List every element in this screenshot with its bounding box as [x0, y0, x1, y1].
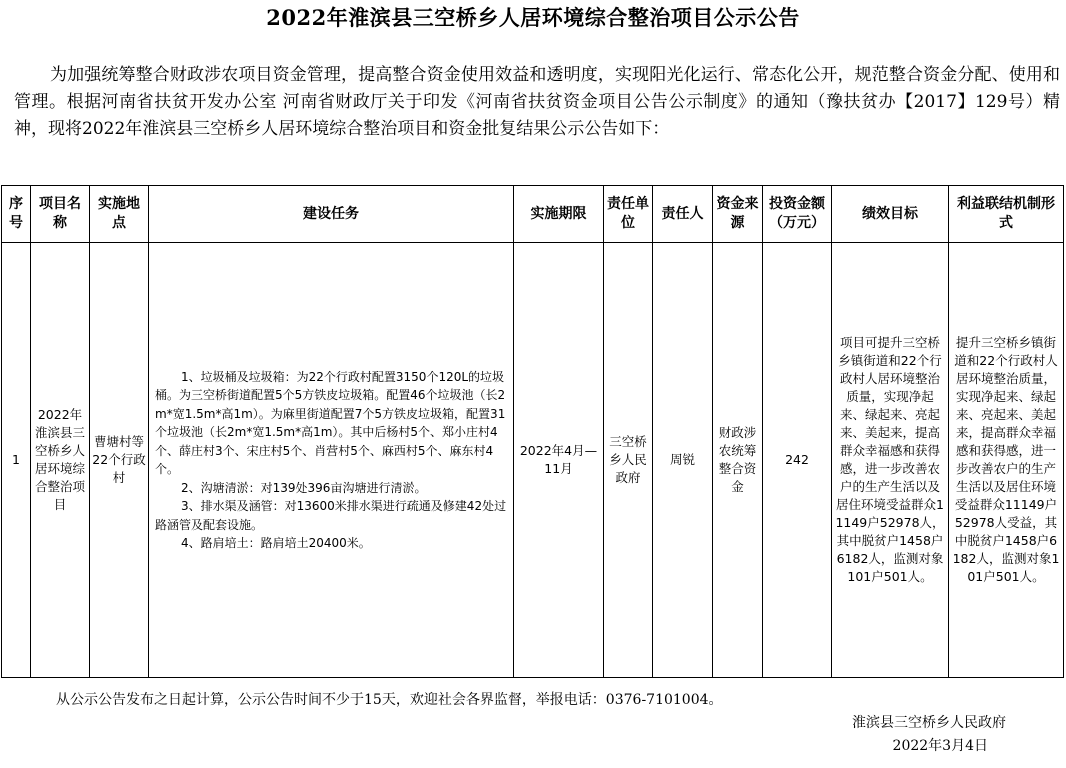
cell-period: 2022年4月—11月 [514, 243, 604, 678]
header-tasks: 建设任务 [149, 186, 514, 243]
header-fund-source: 资金来源 [713, 186, 763, 243]
table-header-row [2, 186, 1064, 243]
footer-organization: 淮滨县三空桥乡人民政府 [852, 715, 1006, 731]
cell-location: 曹塘村等22个行政村 [90, 243, 149, 678]
cell-tasks [149, 243, 514, 678]
header-amount: 投资金额（万元） [763, 186, 832, 243]
cell-amount: 242 [763, 243, 832, 678]
cell-project-name: 2022年淮滨县三空桥乡人居环境综合整治项目 [31, 243, 90, 678]
footer-date: 2022年3月4日 [892, 738, 988, 754]
footer-note: 从公示公告发布之日起计算，公示公告时间不少于15天，欢迎社会各界监督，举报电话：0376-7101004。 [56, 692, 723, 708]
table-row [2, 243, 1064, 678]
cell-fund-source: 财政涉农统筹整合资金 [713, 243, 763, 678]
header-unit: 责任单位 [604, 186, 653, 243]
cell-benefit: 提升三空桥乡镇街道和22个行政村人居环境整治质量，实现净起来、绿起来、亮起来、美起来，提高群众幸福感和获得感，进一步改善农户的生产生活以及居住环境受益群众11149户52978人受益，其中脱贫户1458户6182人，监测对象101户501人。 [949, 243, 1064, 678]
page-title: 2022年淮滨县三空桥乡人居环境综合整治项目公示公告 [266, 5, 800, 30]
task-item: 4、路肩培土：路肩培土20400米。 [181, 536, 371, 550]
header-performance: 绩效目标 [832, 186, 949, 243]
cell-person: 周锐 [653, 243, 713, 678]
header-no: 序号 [2, 186, 31, 243]
header-project-name: 项目名称 [31, 186, 90, 243]
header-person: 责任人 [653, 186, 713, 243]
header-period: 实施期限 [514, 186, 604, 243]
header-location: 实施地点 [90, 186, 149, 243]
cell-performance: 项目可提升三空桥乡镇街道和22个行政村人居环境整治质量，实现净起来、绿起来、亮起来、美起来，提高群众幸福感和获得感，进一步改善农户的生产生活以及居住环境受益群众11149户52978人，其中脱贫户1458户6182人，监测对象101户501人。 [832, 243, 949, 678]
task-item: 2、沟塘清淤：对139处396亩沟塘进行清淤。 [181, 480, 427, 495]
cell-no: 1 [2, 243, 31, 678]
project-table [1, 185, 1064, 678]
cell-unit: 三空桥乡人民政府 [604, 243, 653, 678]
task-item: 1、垃圾桶及垃圾箱：为22个行政村配置3150个120L的垃圾桶。为三空桥街道配置5个5方铁皮垃圾箱。配置46个垃圾池（长2m*宽1.5m*高1m）。为麻里街道配置7个5方铁皮垃圾箱，配置31个垃圾池（长2m*宽1.5m*高1m）。其中后杨村5个、郑小庄村4个、薛庄村3个、宋庄村5个、肖营村5个、麻西村5个、麻东村4个。 [155, 369, 506, 476]
task-item: 3、排水渠及涵管：对13600米排水渠进行疏通及修建42处过路涵管及配套设施。 [155, 499, 507, 532]
header-benefit: 利益联结机制形式 [949, 186, 1064, 243]
intro-paragraph: 为加强统筹整合财政涉农项目资金管理，提高整合资金使用效益和透明度，实现阳光化运行、常态化公开，规范整合资金分配、使用和管理。根据河南省扶贫开发办公室 河南省财政厅关于印发《河南省扶贫资金项目公告公示制度》的通知（豫扶贫办【2017】129号）精神，现将2022年淮滨县三空桥乡人居环境综合整治项目和资金批复结果公示公告如下： [14, 65, 1060, 139]
